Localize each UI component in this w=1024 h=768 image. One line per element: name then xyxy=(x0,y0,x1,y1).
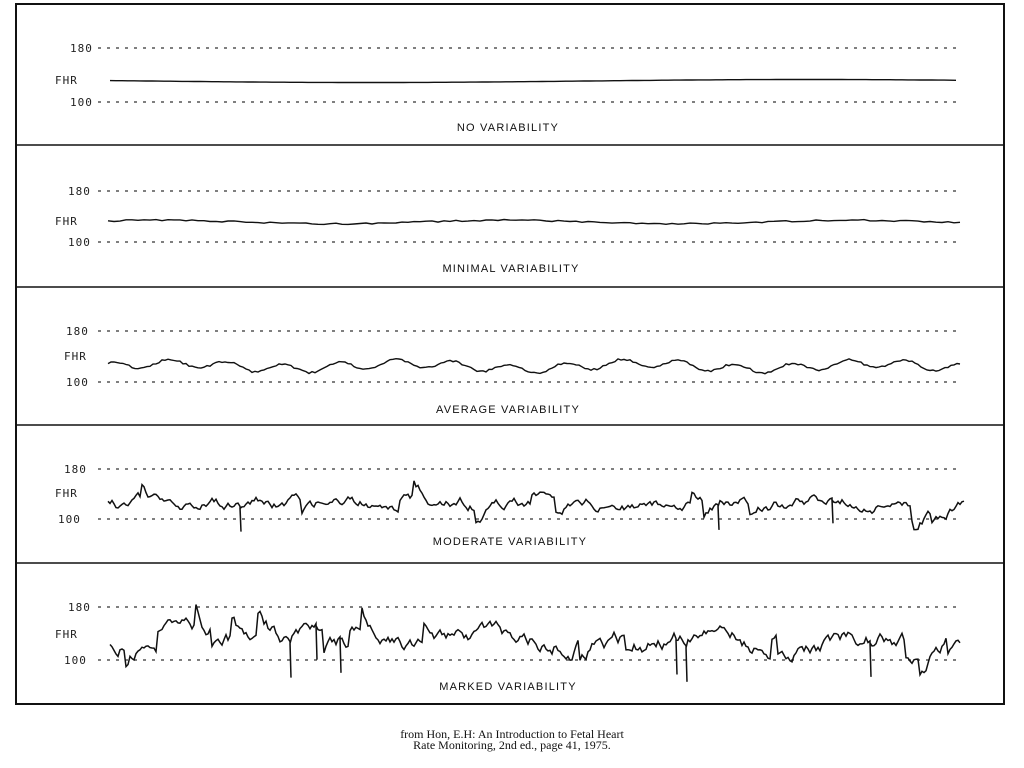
panel-label: AVERAGE VARIABILITY xyxy=(435,404,581,416)
y-label-100: 100 xyxy=(66,376,89,389)
citation-line-2: Rate Monitoring, 2nd ed., page 41, 1975. xyxy=(413,738,611,752)
y-label-100: 100 xyxy=(68,236,91,249)
panel-label: MINIMAL VARIABILITY xyxy=(442,263,580,275)
panel-minimal-variability xyxy=(55,185,960,275)
panel-no-variability xyxy=(55,42,960,134)
fhr-trace xyxy=(108,481,964,532)
y-label-100: 100 xyxy=(58,513,81,526)
y-label-fhr: FHR xyxy=(55,215,78,228)
panel-marked-variability xyxy=(55,601,960,693)
panel-label: MODERATE VARIABILITY xyxy=(432,536,588,548)
y-label-fhr: FHR xyxy=(55,487,78,500)
y-label-fhr: FHR xyxy=(64,350,87,363)
fhr-trace xyxy=(108,220,960,225)
y-label-100: 100 xyxy=(70,96,93,109)
citation xyxy=(0,729,1024,751)
y-label-180: 180 xyxy=(68,601,91,614)
citation-line-1: from Hon, E.H: An Introduction to Fetal Heart xyxy=(400,727,624,741)
fhr-trace xyxy=(110,605,960,682)
y-label-fhr: FHR xyxy=(55,628,78,641)
y-label-180: 180 xyxy=(70,42,93,55)
y-label-180: 180 xyxy=(64,463,87,476)
y-label-180: 180 xyxy=(68,185,91,198)
fhr-trace xyxy=(108,359,960,374)
fhr-trace xyxy=(110,80,956,83)
panel-label: MARKED VARIABILITY xyxy=(439,681,577,693)
y-label-100: 100 xyxy=(64,654,87,667)
panel-moderate-variability xyxy=(55,463,964,548)
y-label-180: 180 xyxy=(66,325,89,338)
figure-frame xyxy=(16,4,1004,704)
panel-label: NO VARIABILITY xyxy=(456,122,560,134)
panel-average-variability xyxy=(64,325,960,416)
y-label-fhr: FHR xyxy=(55,74,78,87)
